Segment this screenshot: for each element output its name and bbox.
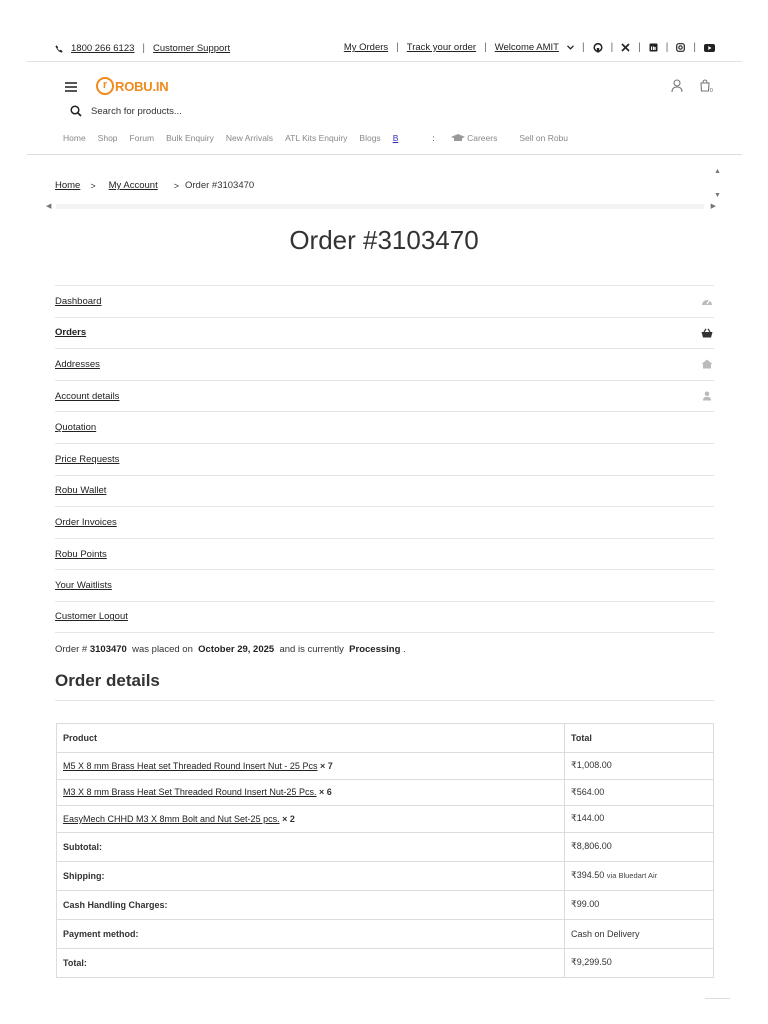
welcome-text: Welcome AMIT bbox=[494, 42, 559, 53]
divider: | bbox=[693, 42, 696, 53]
order-note-text: Order # bbox=[55, 644, 88, 655]
divider bbox=[27, 61, 742, 62]
product-total: ₹1,008.00 bbox=[565, 753, 714, 780]
breadcrumb-home[interactable]: Home bbox=[55, 180, 81, 191]
account-nav-dashboard[interactable] bbox=[55, 285, 714, 317]
divider: | bbox=[396, 42, 399, 53]
logo-mark: r bbox=[96, 77, 114, 95]
table-row bbox=[57, 806, 714, 833]
divider bbox=[55, 700, 714, 701]
chevron-right-icon: > bbox=[90, 180, 96, 191]
account-nav-label: Robu Wallet bbox=[55, 485, 107, 497]
account-icon[interactable] bbox=[671, 79, 683, 93]
x-icon[interactable] bbox=[621, 43, 630, 52]
payment-method-row bbox=[57, 919, 714, 948]
basket-icon bbox=[701, 328, 713, 338]
total-value: ₹9,299.50 bbox=[565, 948, 714, 977]
cart-icon[interactable] bbox=[699, 79, 713, 93]
order-number: 3103470 bbox=[89, 644, 127, 655]
youtube-icon[interactable] bbox=[704, 44, 715, 52]
divider: | bbox=[638, 42, 641, 53]
subtotal-row bbox=[57, 832, 714, 861]
total-label: Total: bbox=[57, 948, 565, 977]
account-nav-quotation[interactable] bbox=[55, 411, 714, 443]
instagram-icon[interactable] bbox=[676, 43, 685, 52]
table-row bbox=[57, 779, 714, 806]
cash-handling-value: ₹99.00 bbox=[565, 890, 714, 919]
account-nav-account-details[interactable] bbox=[55, 380, 714, 412]
table-header-row bbox=[57, 724, 714, 753]
logo-text: ROBU.IN bbox=[115, 78, 169, 94]
customer-support-link[interactable]: Customer Support bbox=[153, 43, 231, 54]
top-bar bbox=[0, 0, 768, 62]
account-nav-label: Dashboard bbox=[55, 295, 102, 307]
nav-truncated-item[interactable]: B bbox=[392, 133, 399, 143]
user-icon bbox=[701, 391, 713, 401]
nav-bulk-enquiry[interactable]: Bulk Enquiry bbox=[166, 133, 214, 143]
phone-icon bbox=[55, 45, 63, 53]
subtotal-value: ₹8,806.00 bbox=[565, 832, 714, 861]
account-nav-label: Account details bbox=[55, 390, 120, 402]
main-nav bbox=[63, 133, 580, 143]
scroll-left-arrow-icon[interactable]: ◀ bbox=[46, 203, 52, 210]
product-total: ₹144.00 bbox=[565, 806, 714, 833]
forum-icon[interactable] bbox=[593, 43, 603, 53]
column-header-product: Product bbox=[57, 724, 565, 753]
phone-link[interactable]: 1800 266 6123 bbox=[71, 43, 135, 54]
order-note-text: . bbox=[403, 644, 406, 655]
scroll-down-arrow-icon[interactable]: ▼ bbox=[714, 192, 721, 199]
product-total: ₹564.00 bbox=[565, 779, 714, 806]
payment-method-label: Payment method: bbox=[57, 919, 565, 948]
welcome-menu[interactable] bbox=[495, 42, 559, 53]
nav-truncated-item-2[interactable]: : bbox=[432, 133, 435, 143]
shipping-label: Shipping: bbox=[57, 861, 565, 890]
product-quantity: × 6 bbox=[318, 787, 332, 798]
account-nav-robu-points[interactable] bbox=[55, 538, 714, 570]
top-bar-right bbox=[344, 42, 715, 53]
account-nav-label: Order Invoices bbox=[55, 516, 117, 528]
account-nav-label: Quotation bbox=[55, 422, 97, 434]
nav-new-arrivals[interactable]: New Arrivals bbox=[225, 133, 274, 143]
divider bbox=[27, 154, 742, 155]
order-note-text: was placed on bbox=[132, 644, 193, 655]
cash-handling-row bbox=[57, 890, 714, 919]
chevron-down-icon[interactable] bbox=[567, 45, 574, 50]
product-quantity: × 7 bbox=[319, 760, 333, 771]
nav-forum[interactable]: Forum bbox=[129, 133, 155, 143]
order-status-note bbox=[55, 644, 406, 655]
divider: | bbox=[665, 42, 669, 53]
shipping-method: via Bluedart Air bbox=[606, 871, 658, 880]
breadcrumb-current: Order #3103470 bbox=[184, 180, 255, 191]
account-nav-orders[interactable] bbox=[55, 317, 714, 349]
total-row bbox=[57, 948, 714, 977]
nav-blogs[interactable]: Blogs bbox=[359, 133, 381, 143]
search-icon[interactable] bbox=[70, 105, 82, 117]
account-navigation bbox=[55, 285, 714, 633]
divider bbox=[705, 998, 730, 999]
horizontal-scrollbar[interactable] bbox=[46, 202, 716, 211]
product-link[interactable]: M5 X 8 mm Brass Heat set Threaded Round Insert Nut - 25 Pcs bbox=[63, 760, 318, 771]
home-icon bbox=[701, 359, 713, 369]
top-bar-left bbox=[55, 43, 230, 54]
order-details-title: Order details bbox=[55, 671, 160, 690]
track-order-link[interactable]: Track your order bbox=[406, 42, 477, 53]
order-status: Processing bbox=[349, 644, 401, 655]
svg-text:0: 0 bbox=[710, 88, 713, 93]
product-link[interactable]: M3 X 8 mm Brass Heat Set Threaded Round Insert Nut-25 Pcs. bbox=[63, 787, 317, 798]
order-note-text: and is currently bbox=[279, 644, 344, 655]
nav-shop[interactable]: Shop bbox=[97, 133, 118, 143]
account-nav-label: Addresses bbox=[55, 358, 100, 370]
account-nav-price-requests[interactable] bbox=[55, 443, 714, 475]
account-nav-label: Orders bbox=[55, 327, 87, 339]
account-nav-order-invoices[interactable] bbox=[55, 506, 714, 538]
breadcrumb bbox=[55, 180, 254, 191]
divider: | bbox=[581, 42, 585, 53]
shipping-row bbox=[57, 861, 714, 890]
product-quantity: × 2 bbox=[282, 813, 295, 824]
search-input[interactable]: Search for products... bbox=[91, 105, 182, 117]
nav-home[interactable]: Home bbox=[63, 133, 86, 143]
nav-careers[interactable] bbox=[451, 133, 498, 143]
shipping-value: ₹394.50 bbox=[571, 870, 605, 880]
robu-logo[interactable] bbox=[96, 77, 169, 95]
product-cell bbox=[57, 806, 565, 833]
scrollbar-track[interactable] bbox=[56, 204, 704, 209]
chevron-right-icon: > bbox=[173, 180, 179, 191]
account-nav-addresses[interactable] bbox=[55, 348, 714, 380]
order-date: October 29, 2025 bbox=[198, 644, 275, 655]
column-header-total: Total bbox=[565, 724, 714, 753]
nav-atl-kits[interactable]: ATL Kits Enquiry bbox=[285, 133, 348, 143]
graduation-cap-icon bbox=[451, 134, 465, 142]
subtotal-label: Subtotal: bbox=[57, 832, 565, 861]
account-nav-customer-logout[interactable] bbox=[55, 601, 714, 633]
cash-handling-label: Cash Handling Charges: bbox=[57, 890, 565, 919]
account-nav-your-waitlists[interactable] bbox=[55, 569, 714, 601]
payment-method-value: Cash on Delivery bbox=[565, 919, 714, 948]
account-nav-label: Robu Points bbox=[55, 548, 107, 560]
linkedin-icon[interactable] bbox=[649, 43, 658, 52]
account-nav-robu-wallet[interactable] bbox=[55, 475, 714, 507]
divider: | bbox=[142, 43, 146, 54]
my-orders-link[interactable]: My Orders bbox=[343, 42, 389, 53]
scroll-right-arrow-icon[interactable]: ▶ bbox=[710, 203, 716, 210]
table-row bbox=[57, 753, 714, 780]
nav-sell-on-robu[interactable]: Sell on Robu bbox=[519, 133, 569, 143]
account-nav-label: Price Requests bbox=[55, 453, 120, 465]
nav-careers-label: Careers bbox=[467, 133, 498, 143]
product-link[interactable]: EasyMech CHHD M3 X 8mm Bolt and Nut Set-25 pcs. bbox=[63, 813, 280, 824]
dashboard-icon bbox=[701, 296, 713, 306]
shipping-cell bbox=[565, 861, 714, 890]
account-nav-label: Your Waitlists bbox=[55, 580, 112, 592]
account-nav-label: Customer Logout bbox=[55, 611, 128, 623]
search-bar[interactable] bbox=[70, 105, 182, 117]
page-title: Order #3103470 bbox=[289, 225, 479, 255]
scroll-up-arrow-icon[interactable]: ▲ bbox=[714, 168, 721, 175]
menu-icon[interactable] bbox=[65, 82, 77, 91]
product-cell bbox=[57, 753, 565, 780]
order-details-table bbox=[56, 723, 714, 978]
product-cell bbox=[57, 779, 565, 806]
divider: | bbox=[484, 42, 487, 53]
divider: | bbox=[610, 42, 614, 53]
breadcrumb-my-account[interactable]: My Account bbox=[108, 180, 158, 191]
